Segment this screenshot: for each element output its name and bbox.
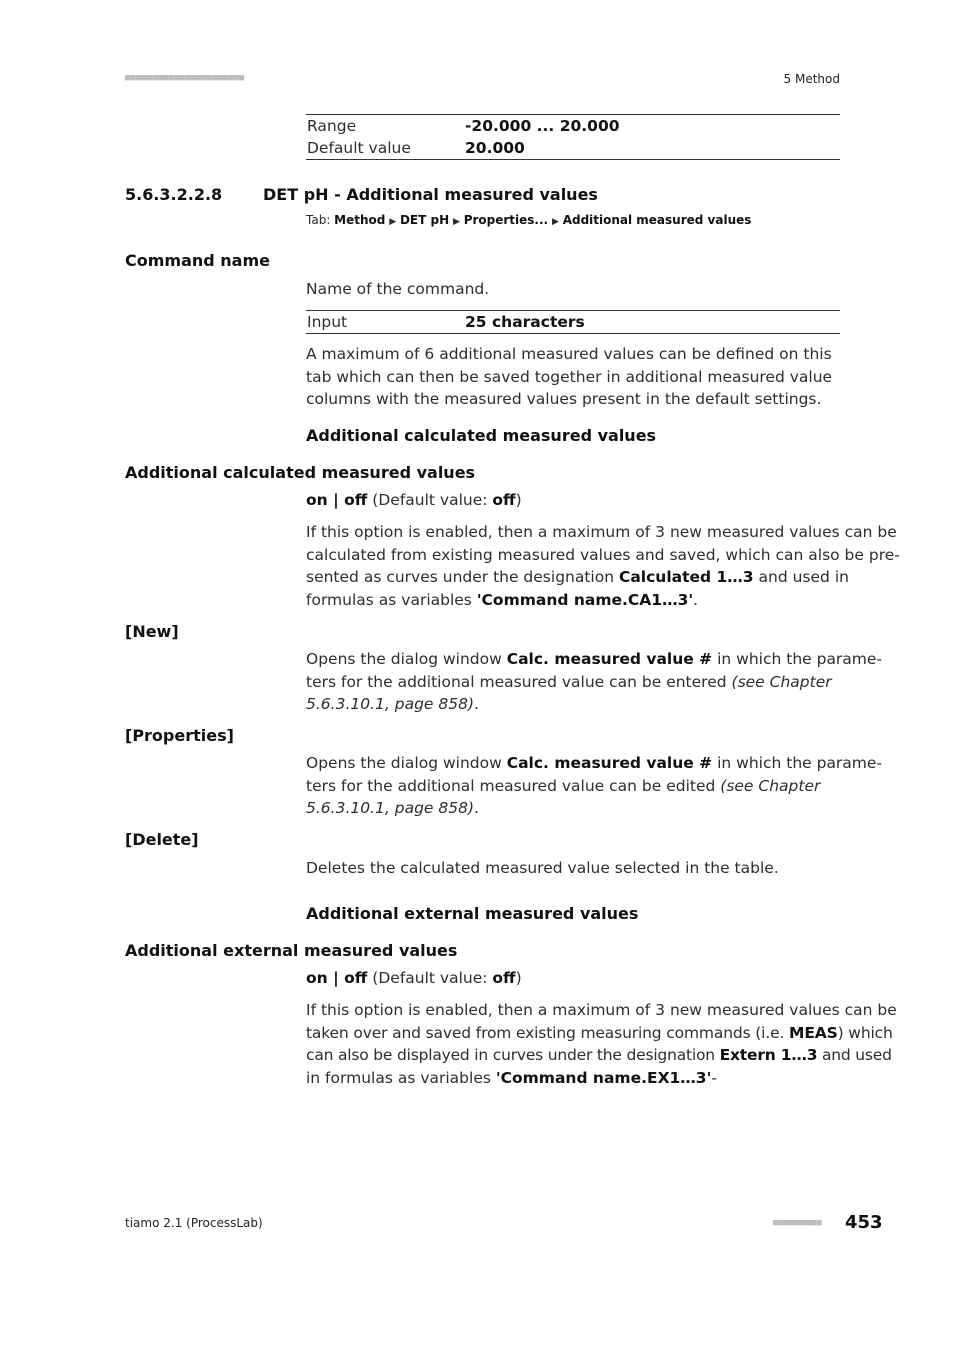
properties-button-desc xyxy=(306,752,882,820)
table-value: -20.000 ... 20.000 xyxy=(465,117,620,135)
text-line: ters for the additional measured value can be edited (see Chapter xyxy=(306,776,821,795)
text-line: If this option is enabled, then a maximum of 3 new measured values can be xyxy=(306,523,897,541)
footer-decoration: ■■■■■■■■■ xyxy=(773,1218,822,1228)
chapter-link[interactable]: 5.6.3.10.1, page 858) xyxy=(306,799,475,818)
text-line: can also be displayed in curves under the designation Extern 1…3 and used xyxy=(306,1046,892,1065)
option-on: on xyxy=(306,969,328,987)
text-line: calculated from existing measured values and saved, which can also be pre- xyxy=(306,545,900,564)
delete-button-term: [Delete] xyxy=(125,830,199,849)
calc-subheading: Additional calculated measured values xyxy=(306,426,657,445)
text-line: in formulas as variables 'Command name.EX1…3'- xyxy=(306,1069,717,1088)
command-name-paragraph: A maximum of 6 additional measured values can be defined on this tab which can then be saved together in additional measured value columns with the measured values present in the default settings. xyxy=(306,345,833,409)
arrow-right-icon: ▶ xyxy=(551,217,559,227)
arrow-right-icon: ▶ xyxy=(389,217,397,227)
table-key: Default value xyxy=(307,139,411,157)
section-number: 5.6.3.2.2.8 xyxy=(125,185,223,204)
default-value: off xyxy=(492,491,516,509)
calc-options xyxy=(306,489,522,512)
default-prefix: (Default value: xyxy=(367,491,493,509)
command-name-term: Command name xyxy=(125,251,270,270)
properties-button-term: [Properties] xyxy=(125,726,234,745)
option-off: off xyxy=(344,969,368,987)
breadcrumb-item: DET pH xyxy=(399,213,450,227)
text-line: Opens the dialog window Calc. measured value # in which the parame- xyxy=(306,650,883,668)
tab-prefix: Tab: xyxy=(306,213,335,227)
text-line: If this option is enabled, then a maximum of 3 new measured values can be xyxy=(306,1001,897,1019)
command-name-desc: Name of the command. xyxy=(306,280,490,298)
default-close: ) xyxy=(515,491,522,509)
chapter-link[interactable]: 5.6.3.10.1, page 858) xyxy=(306,695,475,714)
breadcrumb-item: Method xyxy=(334,213,386,227)
product-name: tiamo 2.1 (ProcessLab) xyxy=(125,1216,263,1230)
default-prefix: (Default value: xyxy=(367,969,493,987)
table-key: Input xyxy=(307,313,348,331)
table-row xyxy=(306,311,840,333)
text-line: formulas as variables 'Command name.CA1…3'. xyxy=(306,591,699,610)
arrow-right-icon: ▶ xyxy=(452,217,460,227)
text-line: 5.6.3.10.1, page 858). xyxy=(306,799,479,818)
table-row xyxy=(306,137,840,159)
table-row xyxy=(306,115,840,137)
ext-paragraph xyxy=(306,999,897,1090)
text-line: Opens the dialog window Calc. measured value # in which the parame- xyxy=(306,754,883,772)
table-value: 20.000 xyxy=(465,139,525,157)
text-line: taken over and saved from existing measuring commands (i.e. MEAS) which xyxy=(306,1023,893,1042)
option-separator: | xyxy=(327,969,345,987)
section-title: DET pH - Additional measured values xyxy=(263,185,598,204)
chapter-link[interactable]: (see Chapter xyxy=(720,776,821,795)
text-line: ters for the additional measured value can be entered (see Chapter xyxy=(306,672,832,691)
chapter-label: 5 Method xyxy=(783,72,840,86)
ext-term: Additional external measured values xyxy=(125,941,458,960)
ext-subheading: Additional external measured values xyxy=(306,904,639,923)
chapter-link[interactable]: (see Chapter xyxy=(731,672,832,691)
breadcrumb-item: Properties... xyxy=(463,213,549,227)
option-separator: | xyxy=(327,491,345,509)
option-on: on xyxy=(306,491,328,509)
input-table xyxy=(306,310,840,334)
header-decoration: ■■■■■■■■■■■■■■■■■■■■■■ xyxy=(125,73,245,83)
tab-breadcrumb xyxy=(306,213,751,227)
new-button-desc xyxy=(306,648,882,716)
table-value: 25 characters xyxy=(465,313,585,331)
text-line: sented as curves under the designation Calculated 1…3 and used in xyxy=(306,568,849,587)
calc-paragraph xyxy=(306,521,900,612)
new-button-term: [New] xyxy=(125,622,179,641)
text-line: 5.6.3.10.1, page 858). xyxy=(306,695,479,714)
default-value: off xyxy=(492,969,516,987)
range-table xyxy=(306,114,840,160)
breadcrumb-item: Additional measured values xyxy=(562,213,752,227)
page-number: 453 xyxy=(845,1212,883,1233)
calc-term: Additional calculated measured values xyxy=(125,463,476,482)
table-key: Range xyxy=(307,117,357,135)
option-off: off xyxy=(344,491,368,509)
delete-button-desc: Deletes the calculated measured value selected in the table. xyxy=(306,859,779,877)
ext-options xyxy=(306,967,522,990)
default-close: ) xyxy=(515,969,522,987)
